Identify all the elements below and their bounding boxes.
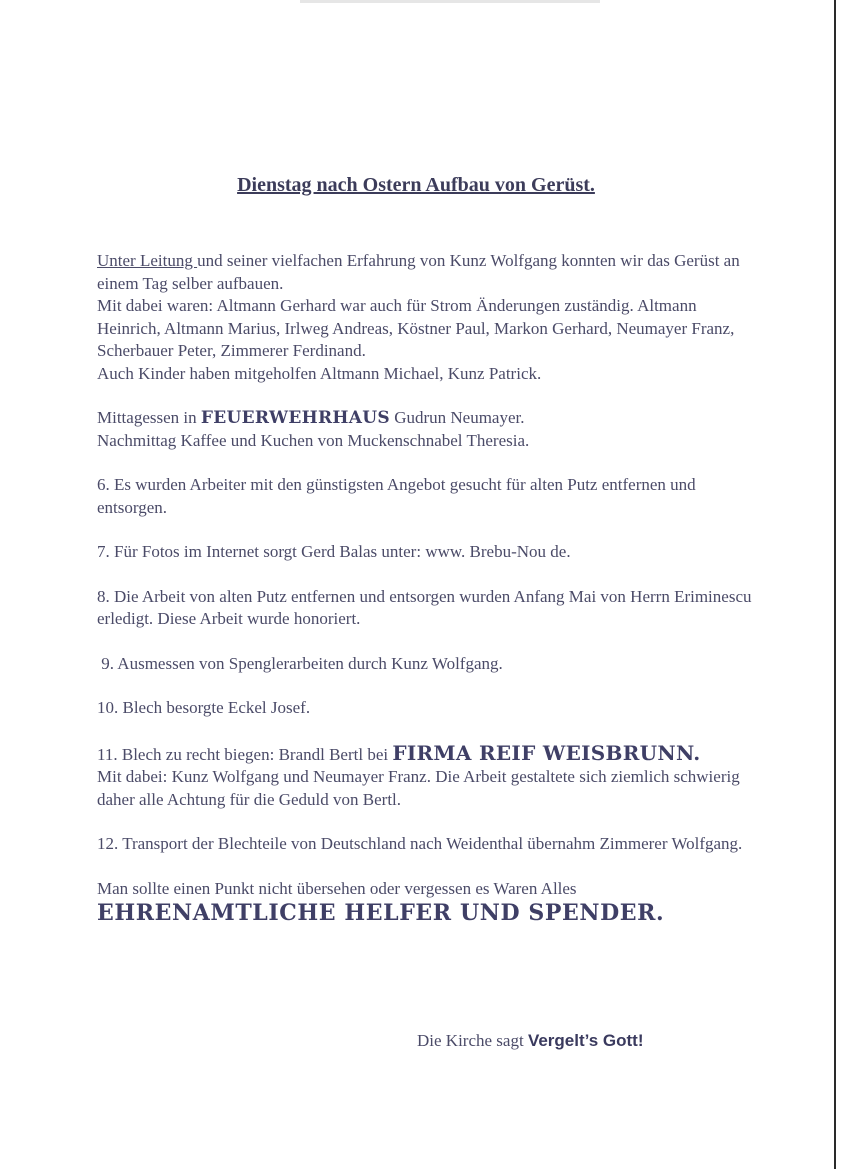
item-8: 8. Die Arbeit von alten Putz entfernen und entsorgen wurden Anfang Mai von Herrn Eriminescu erledigt. Diese Arbeit wurde honoriert.	[97, 586, 752, 628]
item-7: 7. Für Fotos im Internet sorgt Gerd Balas unter: www. Brebu-Nou de.	[97, 542, 571, 561]
kinder-text: Auch Kinder haben mitgeholfen Altmann Michael, Kunz Patrick.	[97, 363, 542, 383]
meal-prefix: Mittagessen in	[97, 408, 201, 427]
final-paragraph	[97, 878, 757, 925]
page-title: Dienstag nach Ostern Aufbau von Gerüst.	[237, 174, 595, 196]
leitung-text: und seiner vielfachen Erfahrung von Kunz Wolfgang konnten wir das Gerüst an einem Tag selber aufbauen.	[97, 251, 740, 293]
dabei-text: Mit dabei waren: Altmann Gerhard war auch für Strom Änderungen zuständig. Altmann Heinrich, Altmann Marius, Irlweg Andreas, Köstner Paul, Markon Gerhard, Neumayer Franz, Scherbauer Peter, Zimmerer Ferdinand.	[97, 296, 735, 360]
closing-line	[417, 1031, 644, 1051]
final-text: Man sollte einen Punkt nicht übersehen oder vergessen es Waren Alles	[97, 878, 577, 898]
meal-paragraph	[97, 407, 757, 452]
item-11-firma: FIRMA REIF WEISBRUNN.	[392, 740, 701, 765]
intro-paragraph	[97, 250, 757, 385]
document-body	[97, 250, 757, 925]
item-11-rest: Mit dabei: Kunz Wolfgang und Neumayer Franz. Die Arbeit gestaltete sich ziemlich schwierig daher alle Achtung für die Geduld von Bertl.	[97, 767, 740, 809]
meal-suffix: Gudrun Neumayer.	[389, 408, 525, 427]
afternoon-text: Nachmittag Kaffee und Kuchen von Muckenschnabel Theresia.	[97, 430, 530, 450]
item-6: 6. Es wurden Arbeiter mit den günstigsten Angebot gesucht für alten Putz entfernen und entsorgen.	[97, 475, 696, 517]
scan-right-edge	[834, 0, 836, 1169]
item-12: 12. Transport der Blechteile von Deutschland nach Weidenthal übernahm Zimmerer Wolfgang.	[97, 834, 743, 853]
item-10: 10. Blech besorgte Eckel Josef.	[97, 698, 311, 717]
leitung-underlined: Unter Leitung	[97, 251, 198, 270]
meal-place: FEUERWEHRHAUS	[200, 408, 390, 428]
final-emphasis: EHRENAMTLICHE HELFER UND SPENDER.	[97, 900, 665, 926]
item-9: 9. Ausmessen von Spenglerarbeiten durch Kunz Wolfgang.	[97, 653, 503, 673]
closing-thanks: Vergelt’s Gott!	[527, 1031, 644, 1050]
scan-top-edge	[300, 0, 600, 3]
closing-prefix: Die Kirche sagt	[417, 1031, 528, 1050]
item-11-prefix: 11. Blech zu recht biegen: Brandl Bertl bei	[97, 744, 393, 764]
item-11	[97, 742, 757, 812]
